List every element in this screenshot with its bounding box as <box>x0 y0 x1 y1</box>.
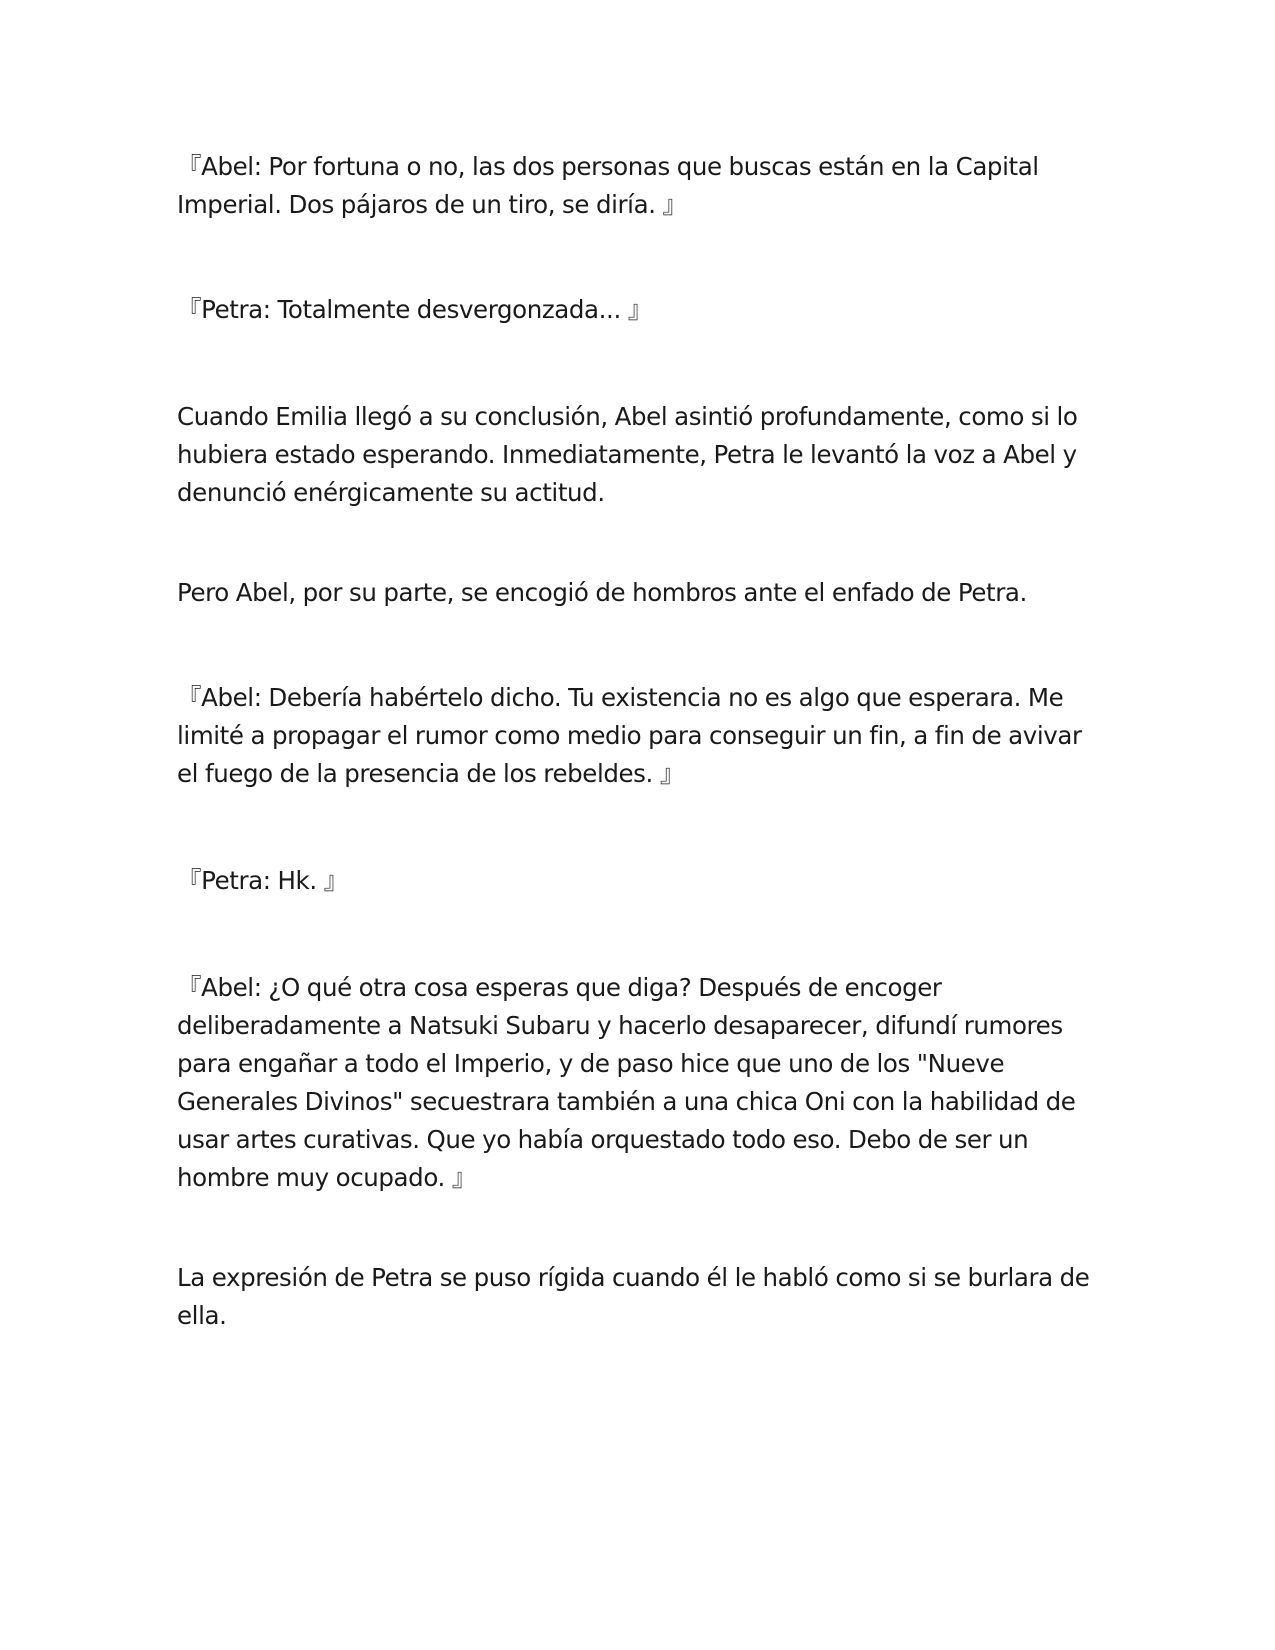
paragraph-abel-rumor: 『Abel: Debería habértelo dicho. Tu existencia no es algo que esperara. Me limité a propagar el rumor como medio para conseguir un fin, a fin de avivar el fuego de la presencia de los rebeldes. 』 <box>177 683 1082 788</box>
paragraph-petra-hk: 『Petra: Hk. 』 <box>177 866 348 895</box>
paragraph-abel-busy-man: 『Abel: ¿O qué otra cosa esperas que diga? Después de encoger deliberadamente a Natsuki Subaru y hacerlo desaparecer, difundí rumores para engañar a todo el Imperio, y de paso hice que uno de los "Nueve Generales Divinos" secuestrara también a una chica Oni con la habilidad de usar artes curativas. Que yo había orquestado todo eso. Debo de ser un hombre muy ocupado. 』 <box>177 973 1076 1192</box>
paragraph-abel-shrug: Pero Abel, por su parte, se encogió de hombros ante el enfado de Petra. <box>177 578 1027 607</box>
paragraph-abel-capital: 『Abel: Por fortuna o no, las dos personas que buscas están en la Capital Imperial. Dos pájaros de un tiro, se diría. 』 <box>177 152 1039 219</box>
paragraph-petra-rigid: La expresión de Petra se puso rígida cuando él le habló como si se burlara de ella. <box>177 1263 1090 1330</box>
paragraph-petra-shameless: 『Petra: Totalmente desvergonzada... 』 <box>177 295 652 324</box>
paragraph-emilia-conclusion: Cuando Emilia llegó a su conclusión, Abel asintió profundamente, como si lo hubiera estado esperando. Inmediatamente, Petra le levantó la voz a Abel y denunció enérgicamente su actitud. <box>177 402 1078 507</box>
